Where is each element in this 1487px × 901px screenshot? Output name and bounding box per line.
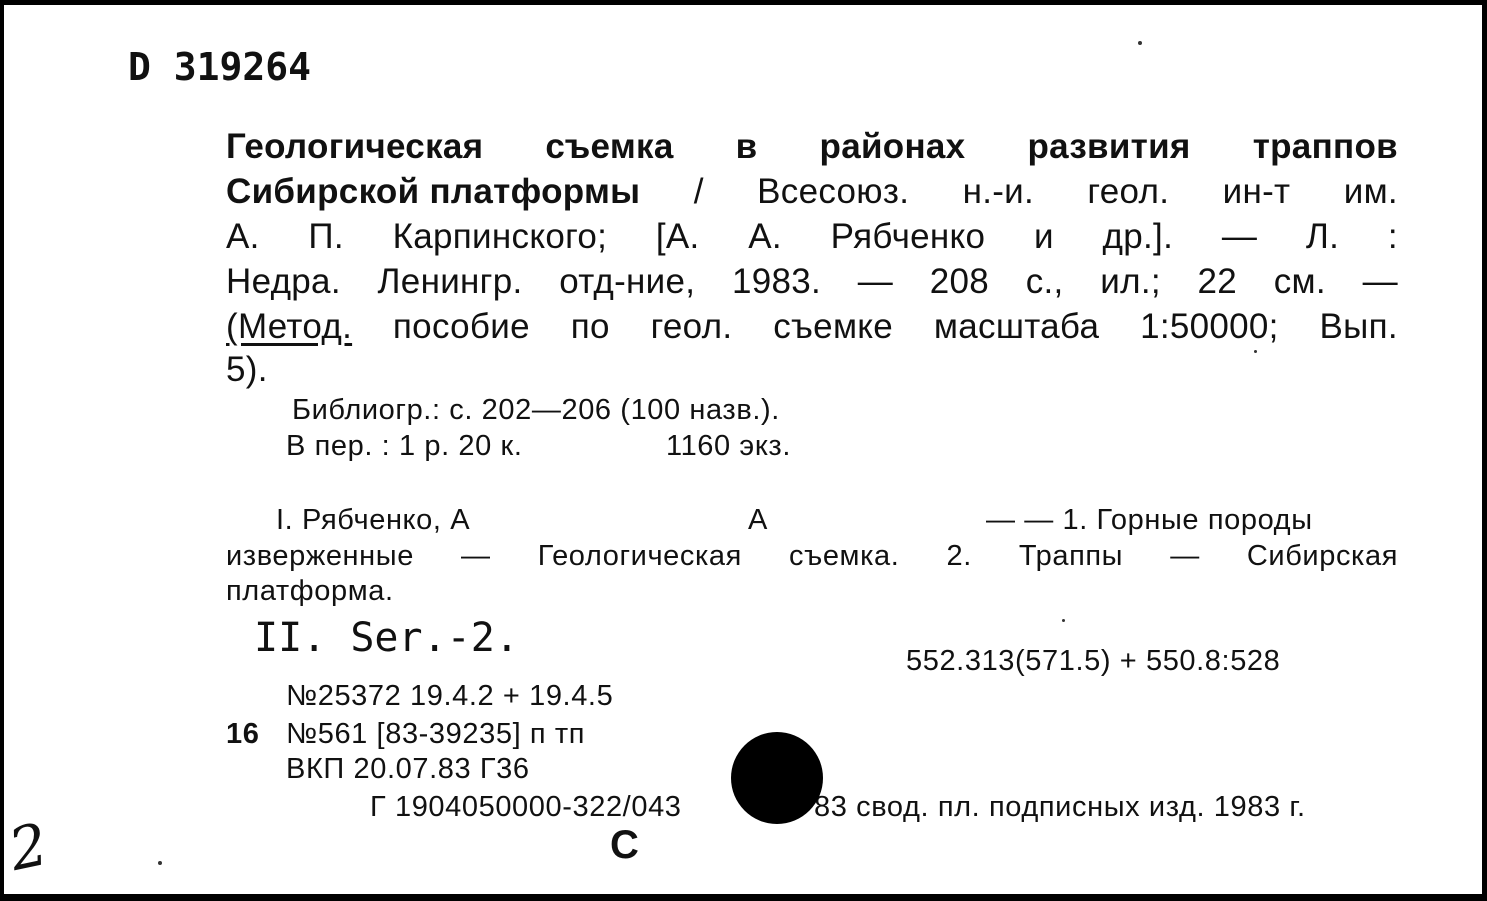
tracing-subject-1: — — 1. Горные породы bbox=[986, 504, 1313, 536]
tracing-author: I. Рябченко, А bbox=[276, 504, 471, 536]
c-mark: С bbox=[610, 823, 639, 867]
title-line-4: Недра. Ленингр. отд-ние, 1983. — 208 с., ил.; 22 см. — bbox=[226, 262, 1398, 301]
call-number: D 319264 bbox=[128, 45, 312, 89]
copies-count: 1160 экз. bbox=[666, 430, 791, 462]
udc-classification: 552.313(571.5) + 550.8:528 bbox=[906, 645, 1281, 677]
series-note: II. Ser.-2. bbox=[254, 615, 519, 661]
margin-handwritten-mark: 2 bbox=[3, 809, 54, 885]
g-code-rest: 83 свод. пл. подписных изд. 1983 г. bbox=[814, 791, 1306, 823]
tracing-line-2: изверженные — Геологическая съемка. 2. Траппы — Сибирская bbox=[226, 540, 1398, 572]
catalog-card bbox=[4, 3, 1482, 896]
scan-speck bbox=[1254, 350, 1257, 353]
punch-hole bbox=[731, 732, 823, 824]
title-line-1: Геологическая съемка в районах развития траппов bbox=[226, 127, 1398, 166]
vkp-line: ВКП 20.07.83 Г36 bbox=[286, 753, 530, 785]
order-line: №561 [83-39235] п тп bbox=[286, 718, 586, 750]
title-line-3: А. П. Карпинского; [А. А. Рябченко и др.]. — Л. : bbox=[226, 217, 1398, 256]
bibliography-note: Библиогр.: с. 202—206 (100 назв.). bbox=[292, 394, 780, 426]
scan-speck bbox=[1138, 41, 1142, 45]
g-code: Г 1904050000-322/043 bbox=[370, 791, 682, 823]
scan-speck bbox=[158, 861, 162, 865]
title-line-6: 5). bbox=[226, 350, 268, 389]
binding-price: В пер. : 1 р. 20 к. bbox=[286, 430, 523, 462]
number-line: №25372 19.4.2 + 19.4.5 bbox=[286, 680, 614, 712]
sheet-number: 16 bbox=[226, 718, 260, 750]
tracing-line-3: платформа. bbox=[226, 575, 394, 607]
title-line-2: Сибирской платформы / Всесоюз. н.-и. геол. ин-т им. bbox=[226, 172, 1398, 211]
scan-speck bbox=[1062, 619, 1065, 622]
title-line-5: (Метод. пособие по геол. съемке масштаба 1:50000; Вып. bbox=[226, 307, 1398, 346]
tracing-initial: А bbox=[748, 504, 768, 536]
